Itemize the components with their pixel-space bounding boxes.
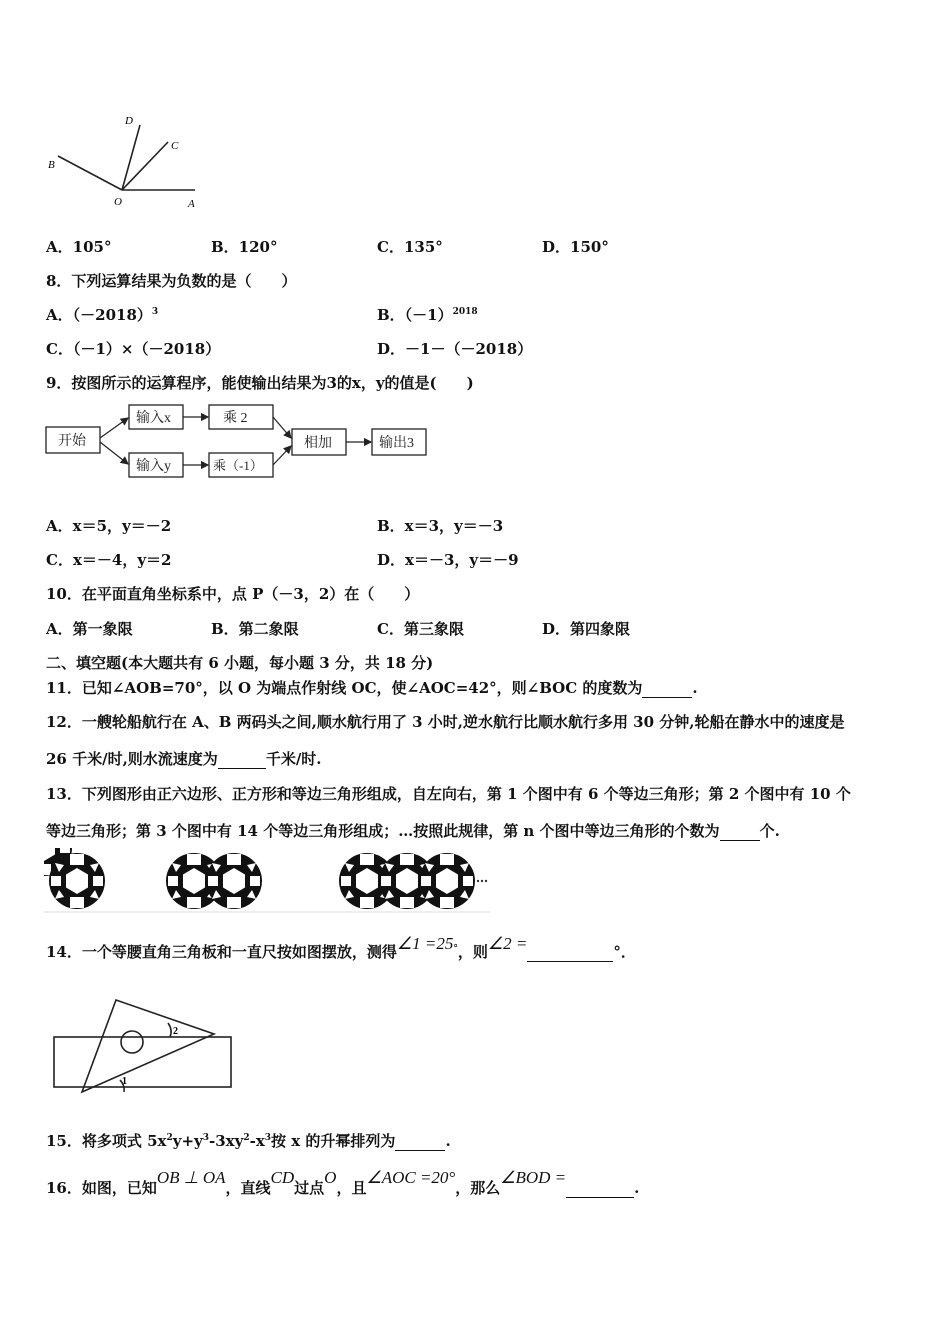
q9-option-d[interactable]: D．x＝－3，y＝－9 <box>377 551 519 569</box>
flow-add-label: 相加 <box>304 436 332 451</box>
q10-option-d[interactable]: D．第四象限 <box>542 620 631 638</box>
q12-answer-blank[interactable] <box>218 750 266 769</box>
section-heading: 二、填空题(本大题共有 6 小题，每小题 3 分，共 18 分) <box>46 654 434 672</box>
label-c: C <box>171 140 179 152</box>
q14: 14．一个等腰直角三角板和一直尺按如图摆放，测得∠1 =25°，则∠2 = °． <box>46 934 636 961</box>
q14-given-angle: ∠1 =25 <box>396 934 454 953</box>
q16-perpendicular: OB ⊥ OA <box>156 1168 226 1187</box>
q16-answer-blank[interactable] <box>566 1179 634 1198</box>
q9-option-b[interactable]: B．x＝3，y＝－3 <box>377 517 504 535</box>
q13-line1: 13．下列图形由正六边形、正方形和等边三角形组成，自左向右，第 1 个图中有 6 个等边三角形；第 2 个图中有 10 个 <box>46 785 851 803</box>
q13-answer-blank[interactable] <box>720 822 760 841</box>
label-b: B <box>48 159 55 171</box>
flow-input-x-label: 输入x <box>136 411 171 426</box>
set-square-hole <box>121 1031 143 1053</box>
flow-times-neg1-label: 乘（-1） <box>213 458 263 473</box>
q11: 11．已知∠AOB=70°，以 O 为端点作射线 OC，使∠AOC=42°，则∠BOC 的度数为 . <box>46 679 698 697</box>
triangle-ruler-figure <box>46 990 238 1102</box>
q11-answer-blank[interactable] <box>642 679 692 698</box>
q14-answer-blank[interactable] <box>527 943 613 962</box>
q7-option-d[interactable]: D．150° <box>542 238 609 256</box>
q8-option-a[interactable]: A．$(-2018)^3$ <box>46 306 159 324</box>
q14-target-angle: ∠2 = <box>487 934 528 953</box>
flow-output-label: 输出3 <box>379 436 414 451</box>
q10-option-a[interactable]: A．第一象限 <box>46 620 133 638</box>
label-a: A <box>188 198 195 210</box>
ray-ob <box>58 156 122 190</box>
q7-option-b[interactable]: B．120° <box>211 238 278 256</box>
q7-option-a[interactable]: A．105° <box>46 238 112 256</box>
q15: 15．将多项式 $5x^2y+y^3-3xy^2-x^3$按 x 的升幂排列为 . <box>46 1132 451 1150</box>
angle-figure <box>40 110 210 215</box>
q12-line1: 12．一艘轮船航行在 A、B 两码头之间,顺水航行用了 3 小时,逆水航行比顺水航行多用 30 分钟,轮船在静水中的速度是 <box>46 713 845 731</box>
q9-flowchart <box>40 398 440 488</box>
hexagon-pattern-figure <box>44 848 492 914</box>
q13-line2: 等边三角形；第 3 个图中有 14 个等边三角形组成；…按照此规律，第 n 个图中等边三角形的个数为 个. <box>46 822 780 840</box>
q15-answer-blank[interactable] <box>395 1132 445 1151</box>
q12-line2: 26 千米/时,则水流速度为 千米/时. <box>46 750 322 768</box>
q8-option-d[interactable]: D．－1－（－2018） <box>377 340 533 358</box>
label-d: D <box>125 115 133 127</box>
angle2-label: 2 <box>173 1026 178 1037</box>
q16-given-angle: ∠AOC =20° <box>366 1168 456 1187</box>
set-square <box>82 1000 214 1092</box>
q9-option-a[interactable]: A．x＝5，y＝－2 <box>46 517 172 535</box>
flow-input-y-label: 输入y <box>136 459 171 474</box>
q9-option-c[interactable]: C．x＝－4，y＝2 <box>46 551 172 569</box>
q8-option-b[interactable]: B．$(-1)^{2018}$ <box>377 306 478 324</box>
q16: 16．如图，已知OB ⊥ OA，直线CD过点O，且∠AOC =20°，那么∠BOD = . <box>46 1168 640 1197</box>
q10-stem: 10．在平面直角坐标系中，点 P（－3，2）在（ ） <box>46 585 420 603</box>
q16-line-cd: CD <box>270 1168 295 1187</box>
q16-point-o: O <box>324 1168 337 1187</box>
q10-option-b[interactable]: B．第二象限 <box>211 620 299 638</box>
q10-option-c[interactable]: C．第三象限 <box>377 620 464 638</box>
q16-target-angle: ∠BOD = <box>500 1168 567 1187</box>
angle1-label: 1 <box>122 1076 127 1087</box>
q7-option-c[interactable]: C．135° <box>377 238 443 256</box>
label-o: O <box>114 196 122 208</box>
flow-times2-label: 乘 2 <box>223 411 248 426</box>
flow-start-label: 开始 <box>58 434 86 449</box>
q9-stem: 9．按图所示的运算程序，能使输出结果为3的x，y的值是( ) <box>46 374 474 392</box>
q8-option-c[interactable]: C．（－1）×（－2018） <box>46 340 221 358</box>
q8-stem: 8．下列运算结果为负数的是（ ） <box>46 272 297 290</box>
